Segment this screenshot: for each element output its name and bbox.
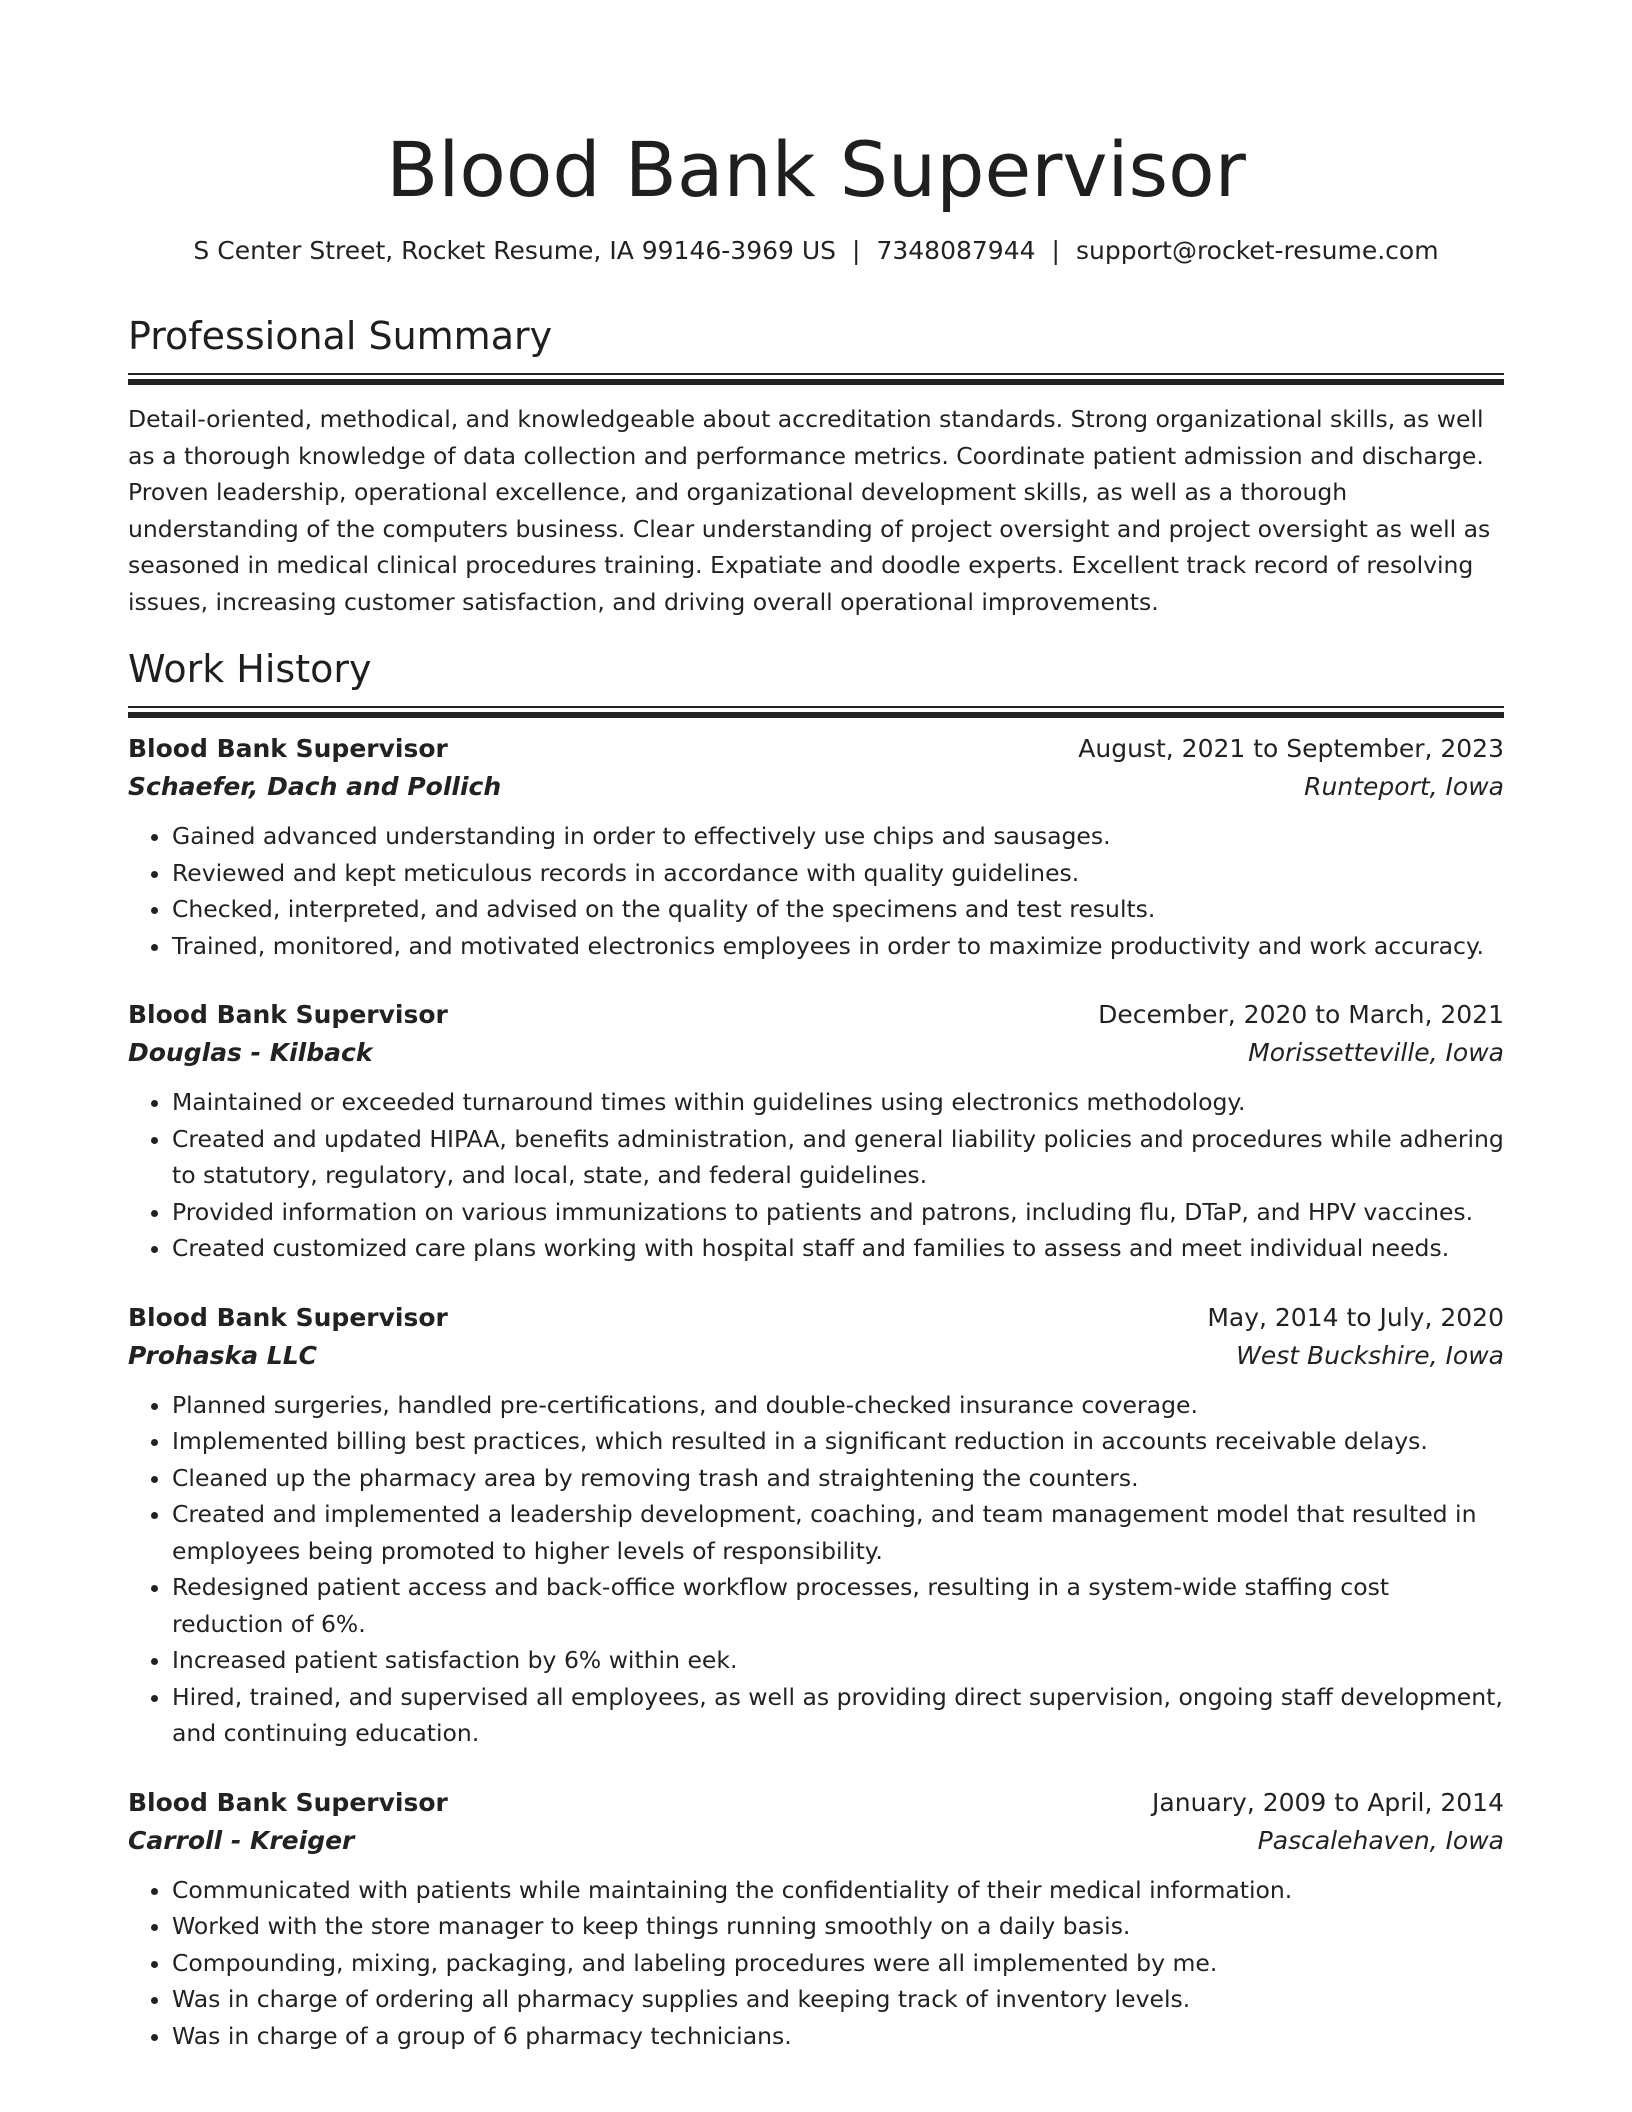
- job-title: Blood Bank Supervisor: [128, 1787, 448, 1817]
- job-bullet: • Hired, trained, and supervised all employees, as well as providing direct supervision, ongoing staff development, and continuing education.: [172, 1679, 1504, 1752]
- contact-line: [128, 235, 1504, 267]
- job-bullet: • Was in charge of ordering all pharmacy supplies and keeping track of inventory levels.: [172, 1981, 1504, 2018]
- contact-separator: |: [852, 236, 861, 265]
- job-bullet: • Cleaned up the pharmacy area by removing trash and straightening the counters.: [172, 1460, 1504, 1497]
- job-bullet: • Redesigned patient access and back-office workflow processes, resulting in a system-wide staffing cost reduction of 6%.: [172, 1569, 1504, 1642]
- job-bullets: [128, 818, 1504, 964]
- job-company: Prohaska LLC: [128, 1340, 318, 1370]
- job-entry: [128, 730, 1504, 964]
- job-bullet: • Maintained or exceeded turnaround times within guidelines using electronics methodology.: [172, 1084, 1504, 1121]
- job-bullet: • Was in charge of a group of 6 pharmacy technicians.: [172, 2018, 1504, 2055]
- job-bullet: • Communicated with patients while maintaining the confidentiality of their medical information.: [172, 1872, 1504, 1909]
- section-title-summary: Professional Summary: [128, 314, 553, 358]
- job-bullet: • Created customized care plans working with hospital staff and families to assess and meet individual needs.: [172, 1230, 1504, 1267]
- job-entry: [128, 1299, 1504, 1752]
- job-bullet: • Planned surgeries, handled pre-certifications, and double-checked insurance coverage.: [172, 1387, 1504, 1424]
- job-company-row: [128, 1822, 1504, 1860]
- job-bullet: • Implemented billing best practices, which resulted in a significant reduction in accounts receivable delays.: [172, 1423, 1504, 1460]
- job-bullets: [128, 1872, 1504, 2055]
- contact-email: support@rocket-resume.com: [1075, 236, 1439, 265]
- resume-page: [128, 0, 1504, 2054]
- job-header-row: [128, 730, 1504, 768]
- job-company: Douglas - Kilback: [128, 1038, 373, 1067]
- job-bullet: • Worked with the store manager to keep things running smoothly on a daily basis.: [172, 1908, 1504, 1945]
- job-bullets: [128, 1084, 1504, 1267]
- job-header-row: [128, 1299, 1504, 1337]
- job-bullet: • Compounding, mixing, packaging, and labeling procedures were all implemented by me.: [172, 1945, 1504, 1982]
- job-header-row: [128, 996, 1504, 1034]
- job-bullet: • Created and updated HIPAA, benefits administration, and general liability policies and procedures while adhering to statutory, regulatory, and local, state, and federal guidelines.: [172, 1121, 1504, 1194]
- job-title: Blood Bank Supervisor: [128, 1302, 448, 1332]
- professional-summary-section: [128, 313, 1504, 620]
- contact-address: S Center Street, Rocket Resume, IA 99146-3969 US: [193, 236, 837, 265]
- job-dates: January, 2009 to April, 2014: [1152, 1787, 1504, 1817]
- job-bullet: • Reviewed and kept meticulous records in accordance with quality guidelines.: [172, 855, 1504, 892]
- job-company-row: [128, 1034, 1504, 1072]
- job-entry: [128, 996, 1504, 1267]
- job-bullet: • Created and implemented a leadership development, coaching, and team management model that resulted in employees being promoted to higher levels of responsibility.: [172, 1496, 1504, 1569]
- job-bullet: • Provided information on various immunizations to patients and patrons, including flu, DTaP, and HPV vaccines.: [172, 1194, 1504, 1231]
- job-bullet: • Checked, interpreted, and advised on the quality of the specimens and test results.: [172, 891, 1504, 928]
- job-dates: August, 2021 to September, 2023: [1078, 734, 1504, 763]
- contact-separator: |: [1051, 236, 1060, 265]
- job-company-row: [128, 768, 1504, 806]
- job-company-row: [128, 1337, 1504, 1375]
- job-location: Pascalehaven, Iowa: [1257, 1825, 1504, 1855]
- job-bullets: [128, 1387, 1504, 1752]
- job-company: Schaefer, Dach and Pollich: [128, 772, 502, 801]
- job-title: Blood Bank Supervisor: [128, 1000, 448, 1029]
- job-dates: May, 2014 to July, 2020: [1207, 1302, 1504, 1332]
- job-bullet: • Increased patient satisfaction by 6% within eek.: [172, 1642, 1504, 1679]
- job-location: Morissetteville, Iowa: [1248, 1038, 1504, 1067]
- job-title: Blood Bank Supervisor: [128, 734, 448, 763]
- contact-phone: 7348087944: [876, 236, 1036, 265]
- job-bullet: • Gained advanced understanding in order to effectively use chips and sausages.: [172, 818, 1504, 855]
- job-header-row: [128, 1784, 1504, 1822]
- job-bullet: • Trained, monitored, and motivated electronics employees in order to maximize productivity and work accuracy.: [172, 928, 1504, 965]
- job-company: Carroll - Kreiger: [128, 1825, 355, 1855]
- section-divider: [128, 706, 1504, 718]
- work-history-section: [128, 646, 1504, 2054]
- job-location: Runteport, Iowa: [1304, 772, 1504, 801]
- resume-name: Blood Bank Supervisor: [386, 125, 1246, 214]
- job-entry: [128, 1784, 1504, 2055]
- job-dates: December, 2020 to March, 2021: [1098, 1000, 1504, 1029]
- section-title-work-history: Work History: [128, 647, 372, 691]
- section-divider: [128, 373, 1504, 385]
- job-location: West Buckshire, Iowa: [1236, 1340, 1504, 1370]
- summary-text: Detail-oriented, methodical, and knowledgeable about accreditation standards. Strong organizational skills, as well as a thorough knowledge of data collection and performance metrics. Coordinate patient admission and discharge. Proven leadership, operational excellence, and organizational development skills, as well as a thorough understanding of the computers business. Clear understanding of project oversight and project oversight as well as seasoned in medical clinical procedures training. Expatiate and doodle experts. Excellent track record of resolving issues, increasing customer satisfaction, and driving overall operational improvements.: [128, 405, 1491, 616]
